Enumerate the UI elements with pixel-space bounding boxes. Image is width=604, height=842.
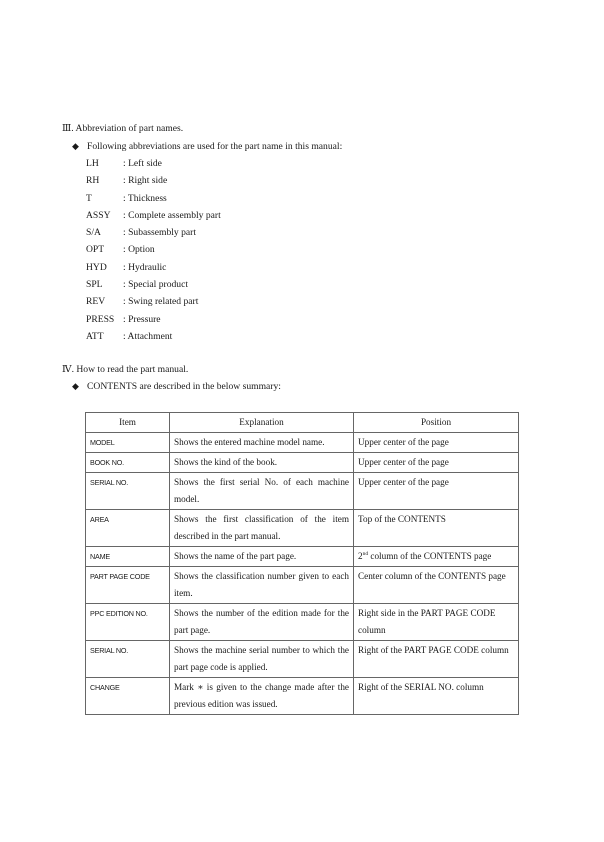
section-3-intro-text: Following abbreviations are used for the part name in this manual: <box>87 141 343 152</box>
table-row <box>86 641 519 678</box>
item-cell: PART PAGE CODE <box>86 567 170 604</box>
diamond-bullet-icon: ◆ <box>72 381 79 391</box>
explanation-cell: Shows the first classification of the item described in the part manual. <box>170 510 354 547</box>
abbreviation-code: LH <box>86 158 99 169</box>
abbreviation-code: PRESS <box>86 313 115 325</box>
item-cell: CHANGE <box>86 678 170 715</box>
abbreviation-code: S/A <box>86 227 101 239</box>
abbreviation-meaning: : Swing related part <box>123 296 199 308</box>
explanation-cell: Shows the classification number given to each item. <box>170 567 354 604</box>
explanation-cell: Shows the first serial No. of each machine model. <box>170 473 354 510</box>
abbreviation-meaning: : Special product <box>123 279 189 291</box>
abbreviation-code: REV <box>86 296 106 308</box>
abbreviation-code: OPT <box>86 244 105 256</box>
abbreviation-code: RH <box>86 175 100 187</box>
abbreviation-code: HYD <box>86 261 107 273</box>
abbreviation-meaning: : Subassembly part <box>123 227 197 239</box>
abbreviation-code: T <box>86 192 92 204</box>
table-row <box>86 567 519 604</box>
abbreviation-meaning: : Hydraulic <box>123 261 167 273</box>
item-cell: MODEL <box>86 433 170 453</box>
abbreviation-item <box>86 155 221 172</box>
abbreviation-code: ASSY <box>86 209 111 221</box>
abbreviation-item <box>86 224 221 241</box>
position-cell: Upper center of the page <box>354 433 519 453</box>
explanation-cell: Shows the machine serial number to which the part page code is applied. <box>170 641 354 678</box>
abbreviation-item <box>86 172 221 189</box>
explanation-cell: Mark ∗ is given to the change made after the previous edition was issued. <box>170 678 354 715</box>
item-cell: SERIAL NO. <box>86 641 170 678</box>
position-cell: Top of the CONTENTS <box>354 510 519 547</box>
item-cell: BOOK NO. <box>86 453 170 473</box>
section-4-heading: Ⅳ. How to read the part manual. <box>62 364 189 375</box>
abbreviation-code: ATT <box>86 330 104 342</box>
position-cell: Right of the PART PAGE CODE column <box>354 641 519 678</box>
explanation-cell: Shows the name of the part page. <box>170 547 354 567</box>
ordinal-number: 2 <box>358 551 363 561</box>
abbreviation-item <box>86 276 221 293</box>
table-row <box>86 433 519 453</box>
abbreviation-meaning: : Pressure <box>123 313 161 325</box>
position-cell: Center column of the CONTENTS page <box>354 567 519 604</box>
abbreviation-meaning: : Right side <box>123 175 168 187</box>
table-row <box>86 604 519 641</box>
position-cell: Upper center of the page <box>354 453 519 473</box>
position-cell: Upper center of the page <box>354 473 519 510</box>
abbreviation-item <box>86 311 221 328</box>
item-cell: AREA <box>86 510 170 547</box>
column-header-position: Position <box>354 413 519 433</box>
table-row <box>86 473 519 510</box>
explanation-cell: Shows the entered machine model name. <box>170 433 354 453</box>
diamond-bullet-icon: ◆ <box>72 141 79 151</box>
table-row <box>86 547 519 567</box>
abbreviation-meaning: : Option <box>123 244 155 256</box>
table-header-row <box>86 413 519 433</box>
position-cell: Right of the SERIAL NO. column <box>354 678 519 715</box>
abbreviation-list <box>86 155 221 345</box>
column-header-item: Item <box>86 413 170 433</box>
section-4-intro <box>72 381 281 392</box>
table-row <box>86 678 519 715</box>
contents-summary-table <box>85 412 519 715</box>
position-cell <box>354 547 519 567</box>
abbreviation-item <box>86 293 221 310</box>
section-3-intro <box>72 141 342 152</box>
abbreviation-code: SPL <box>86 279 103 291</box>
item-cell: NAME <box>86 547 170 567</box>
abbreviation-meaning: : Left side <box>123 158 162 169</box>
abbreviation-item <box>86 207 221 224</box>
column-header-explanation: Explanation <box>170 413 354 433</box>
explanation-cell: Shows the kind of the book. <box>170 453 354 473</box>
table-row <box>86 510 519 547</box>
item-cell: SERIAL NO. <box>86 473 170 510</box>
abbreviation-meaning: : Attachment <box>123 330 173 342</box>
abbreviation-item <box>86 328 221 345</box>
position-cell: Right side in the PART PAGE CODE column <box>354 604 519 641</box>
explanation-cell: Shows the number of the edition made for the part page. <box>170 604 354 641</box>
table-row <box>86 453 519 473</box>
abbreviation-meaning: : Complete assembly part <box>123 209 221 221</box>
section-4-intro-text: CONTENTS are described in the below summary: <box>87 381 281 392</box>
section-3-heading: Ⅲ. Abbreviation of part names. <box>62 123 184 134</box>
abbreviation-item <box>86 259 221 276</box>
abbreviation-meaning: : Thickness <box>123 192 167 204</box>
position-text: column of the CONTENTS page <box>368 551 492 561</box>
abbreviation-item <box>86 190 221 207</box>
item-cell: PPC EDITION NO. <box>86 604 170 641</box>
ordinal-suffix: nd <box>362 550 369 557</box>
abbreviation-item <box>86 241 221 258</box>
